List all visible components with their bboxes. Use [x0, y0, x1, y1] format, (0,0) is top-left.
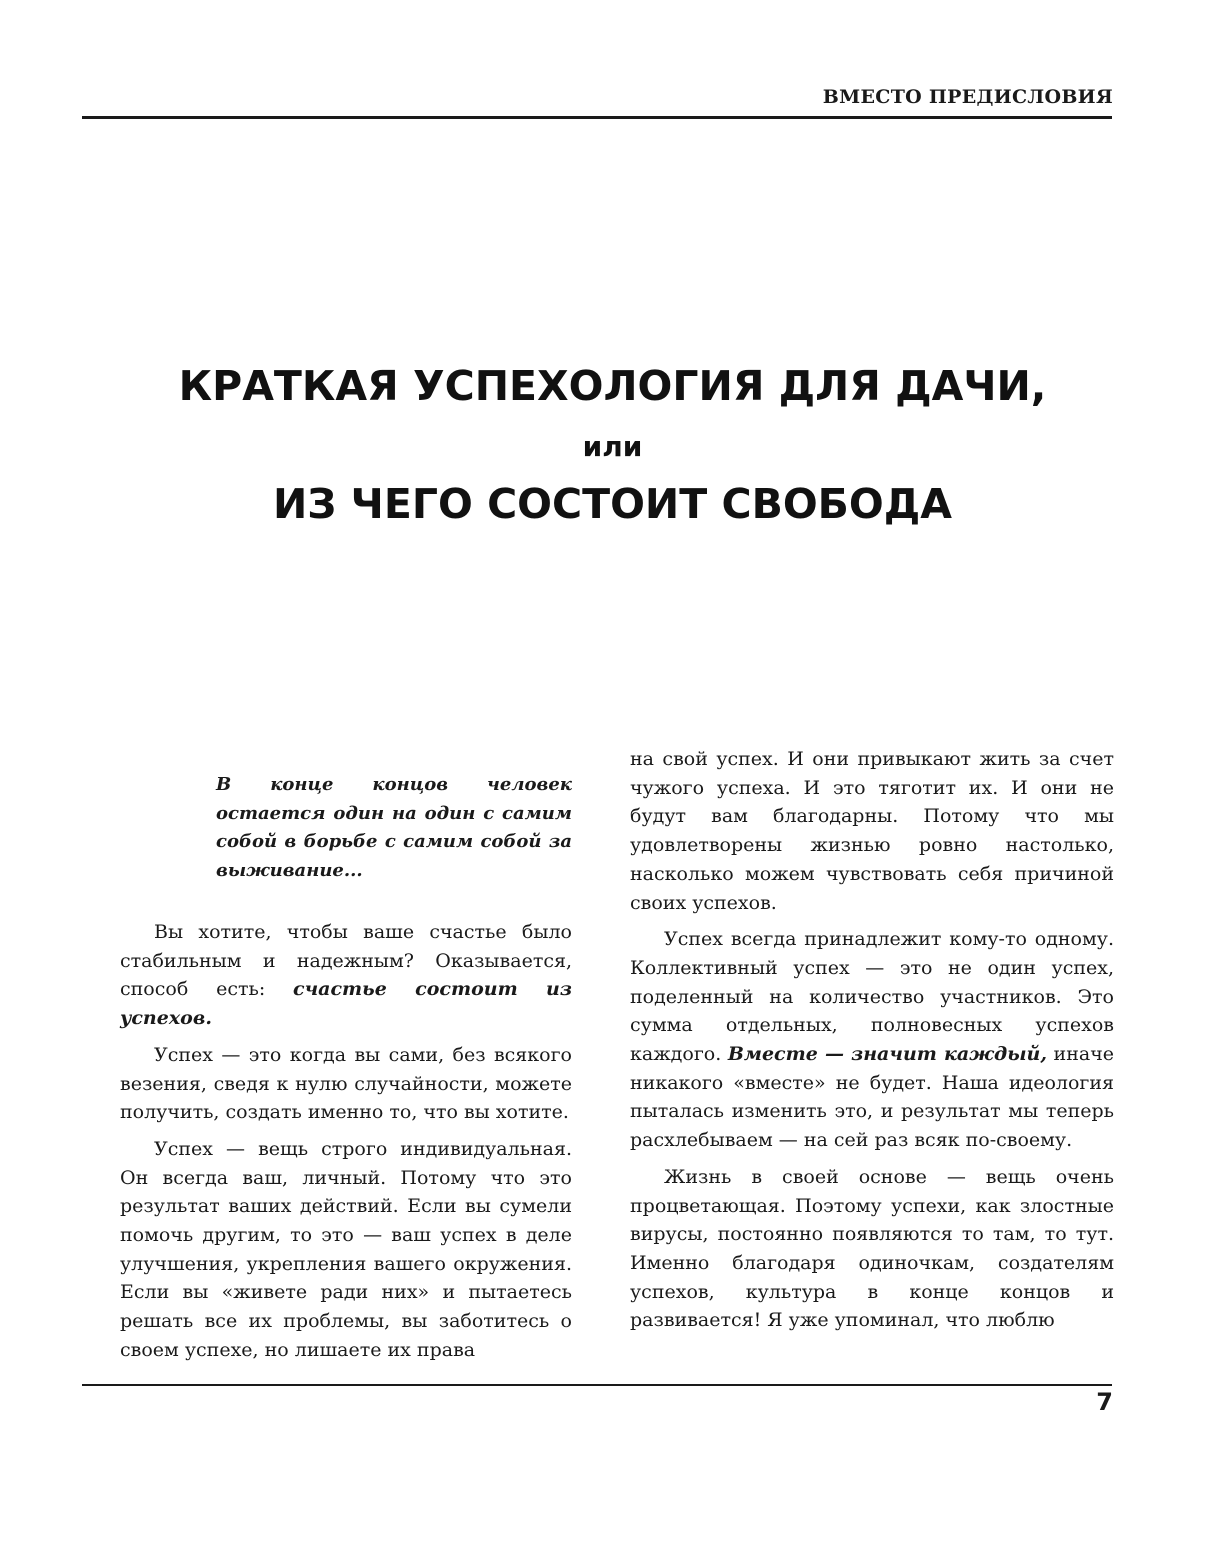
- running-head: ВМЕСТО ПРЕДИСЛОВИЯ: [822, 86, 1113, 108]
- chapter-title-line3: ИЗ ЧЕГО СОСТОИТ СВОБОДА: [272, 480, 953, 528]
- footer-rule: [82, 1384, 1112, 1386]
- paragraph-text: Вы хотите, чтобы ваше счастье было стабильным и надежным? Оказывается, способ есть:: [120, 921, 572, 1001]
- right-column: [630, 745, 1114, 1335]
- paragraph: Успех — это когда вы сами, без всякого везения, сведя к нулю случайности, можете получить, создать именно то, что вы хотите.: [120, 1043, 572, 1124]
- emphasis-text: счастье состоит из успехов.: [120, 978, 573, 1030]
- chapter-title-connector: или: [582, 430, 643, 463]
- paragraph: [120, 918, 572, 1033]
- page-number: 7: [1096, 1388, 1113, 1416]
- paragraph: Успех — вещь строго индивидуальная. Он всегда ваш, личный. Потому что это результат ваших действий. Если вы сумели помочь другим, то это — ваш успех в деле улучшения, укрепления вашего окружения. Если вы «живете ради них» и пытаетесь решать все их проблемы, вы заботитесь о своем успехе, но лишаете их права: [120, 1137, 572, 1361]
- emphasis-text: Вместе — значит каждый,: [727, 1043, 1047, 1066]
- paragraph-text: Успех всегда принадлежит кому-то одному. Коллективный успех — это не один успех, поделенный на количество участников. Это сумма отдельных, полновесных успехов каждого.: [630, 928, 1114, 1066]
- chapter-title: [0, 360, 1225, 530]
- paragraph: [630, 925, 1114, 1155]
- chapter-title-line1: КРАТКАЯ УСПЕХОЛОГИЯ ДЛЯ ДАЧИ,: [178, 362, 1047, 410]
- paragraph: на свой успех. И они привыкают жить за счет чужого успеха. И это тяготит их. И они не будут вам благодарны. Потому что мы удовлетворены жизнью ровно настолько, насколько можем чувствовать себя причиной своих успехов.: [630, 748, 1114, 914]
- header-rule: [82, 116, 1112, 119]
- left-column: [120, 918, 572, 1365]
- paragraph-text: иначе никакого «вместе» не будет. Наша идеология пыталась изменить это, и результат мы теперь расхлебываем — на сей раз всяк по-своему.: [630, 1043, 1114, 1152]
- paragraph: Жизнь в своей основе — вещь очень процветающая. Поэтому успехи, как злостные вирусы, постоянно появляются то там, то тут. Именно благодаря одиночкам, создателям успехов, культура в конце концов и развивается! Я уже упоминал, что люблю: [630, 1165, 1114, 1332]
- epigraph: В конце концов человек остается один на один с самим собой в борьбе с самим собой за выживание...: [216, 774, 572, 881]
